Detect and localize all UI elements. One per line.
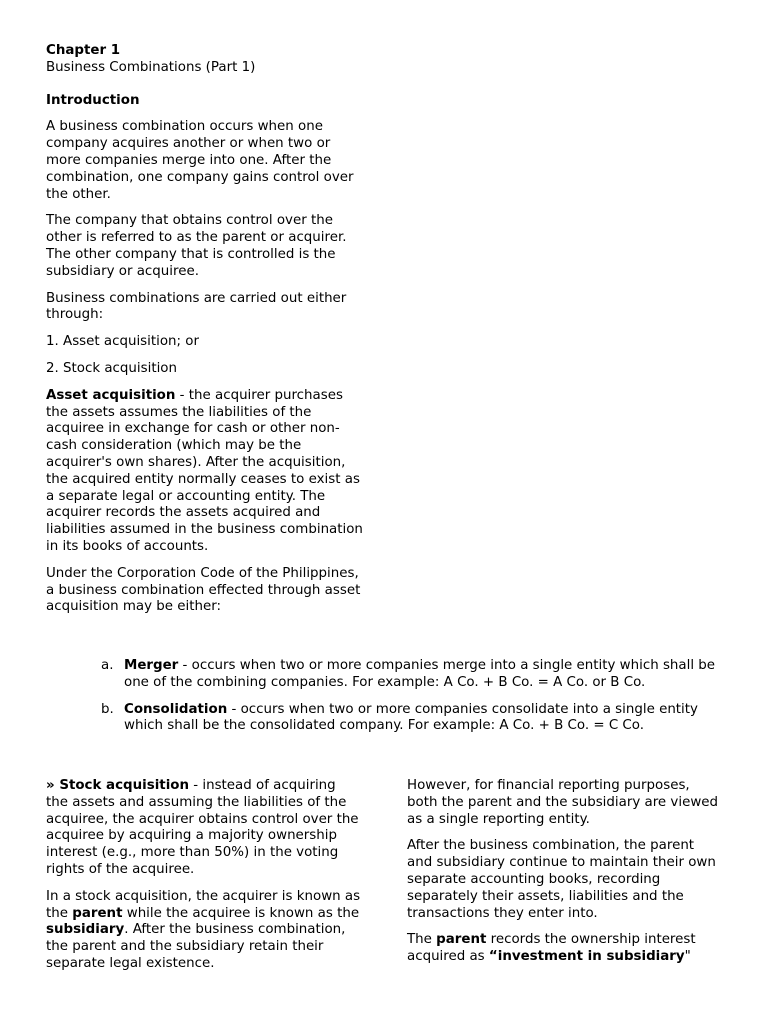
list-text [124, 658, 731, 692]
chapter-title: Chapter 1 [46, 43, 121, 58]
paragraph-text: - instead of acquiring the assets and assuming the liabilities of the acquiree, the acquirer obtains control over the acquiree by acquiring a majority ownership interest (e.g., more than 50%) in the voting rights of the acquiree. [46, 778, 359, 877]
term-bold: Consolidation [124, 701, 228, 717]
paragraph [46, 889, 361, 973]
paragraph [407, 932, 722, 966]
list-item: 2. Stock acquisition [46, 360, 177, 376]
paragraph: The company that obtains control over the other is referred to as the parent or acquirer. The other company that is controlled is the subsidiary or acquiree. [46, 213, 347, 279]
text-run: In a stock acquisition, the acquirer is known as the [46, 888, 361, 921]
paragraph: A business combination occurs when one company acquires another or when two or more companies merge into one. After the combination, one company gains control over the other. [46, 119, 354, 202]
list-text [124, 702, 731, 736]
paragraph: However, for financial reporting purposes, both the parent and the subsidiary are viewed as a single reporting entity. [407, 778, 719, 827]
term-bold: parent [72, 905, 123, 921]
paragraph: After the business combination, the parent and subsidiary continue to maintain their own separate accounting books, recording separately their assets, liabilities and the transactions they enter into. [407, 838, 716, 921]
text-run: records the ownership interest acquired as [407, 932, 696, 965]
list-item-consolidation [101, 702, 731, 736]
term-bold: Asset acquisition [46, 387, 176, 403]
chapter-subtitle: Business Combinations (Part 1) [46, 59, 256, 75]
combination-types-list [101, 658, 731, 745]
right-column [407, 778, 722, 976]
text-run: The [407, 932, 437, 948]
term-bold: Stock acquisition [59, 778, 190, 793]
text-run: " [684, 949, 691, 965]
intro-section [46, 43, 366, 626]
list-item: 1. Asset acquisition; or [46, 334, 199, 350]
text-run: while the acquiree is known as the [122, 905, 360, 921]
left-column [46, 778, 361, 983]
list-marker: b. [101, 701, 114, 717]
definition-text: - occurs when two or more companies consolidate into a single entity which shall be the consolidated company. For example: A Co. + B Co. = C Co. [124, 701, 698, 734]
term-bold: parent [436, 932, 487, 948]
term-bold: Merger [124, 658, 179, 673]
paragraph: Business combinations are carried out either through: [46, 290, 347, 323]
stock-acquisition-paragraph [46, 778, 361, 879]
section-heading: Introduction [46, 92, 140, 108]
bullet-glyph: » [46, 778, 60, 793]
paragraph-text: - the acquirer purchases the assets assumes the liabilities of the acquiree in exchange for cash or other non-cash consideration (which may be the acquirer's own shares). After the acquisition, the acquired entity normally ceases to exist as a separate legal or accounting entity. The acquirer records the assets acquired and liabilities assumed in the business combination in its books of accounts. [46, 387, 363, 554]
term-bold: subsidiary [46, 922, 125, 938]
definition-text: - occurs when two or more companies merge into a single entity which shall be one of the combining companies. For example: A Co. + B Co. = A Co. or B Co. [124, 658, 716, 690]
list-marker: a. [101, 658, 114, 673]
list-item-merger [101, 658, 731, 692]
text-run: . After the business combination, the parent and the subsidiary retain their separate legal existence. [46, 922, 346, 971]
term-bold: “investment in subsidiary [488, 949, 685, 965]
asset-acquisition-paragraph [46, 388, 366, 556]
paragraph: Under the Corporation Code of the Philippines, a business combination effected through asset acquisition may be either: [46, 565, 361, 615]
